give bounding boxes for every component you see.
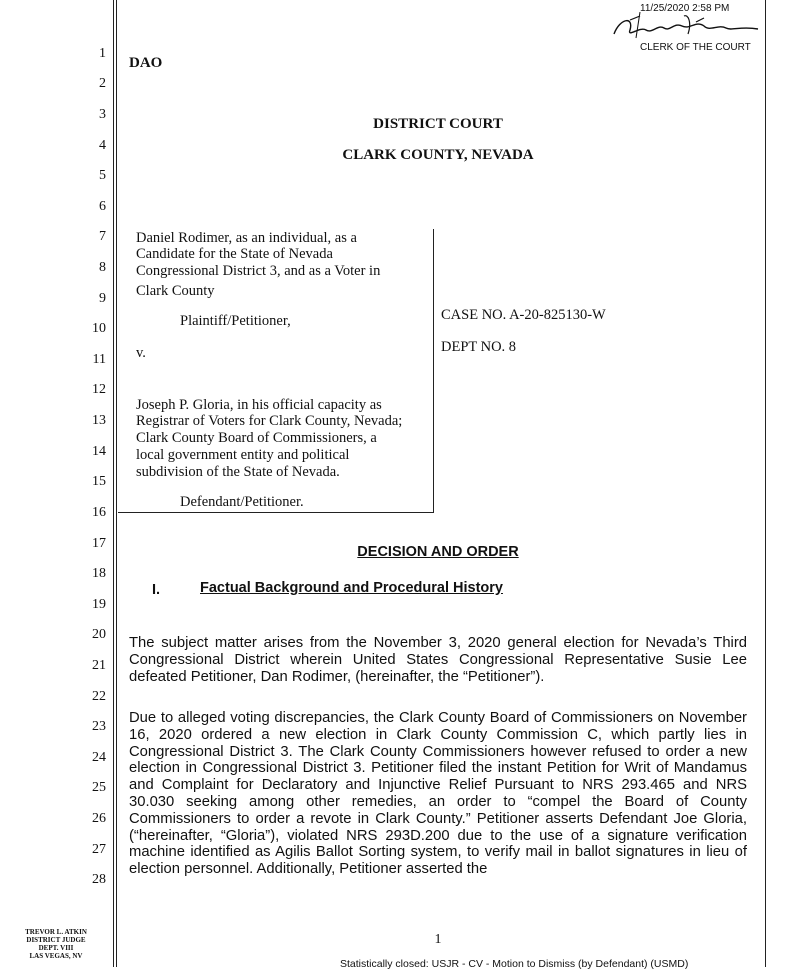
page-number: 1 (434, 932, 442, 947)
defendant-line: Registrar of Voters for Clark County, Nevada; (136, 413, 403, 429)
caption-box-bottom-border (118, 512, 434, 513)
line-number: 16 (92, 505, 106, 520)
defendant-line: local government entity and political (136, 447, 350, 463)
judge-title: DISTRICT JUDGE (26, 936, 86, 944)
judge-name: TREVOR L. ATKIN (25, 928, 87, 936)
document-title: DECISION AND ORDER (357, 544, 519, 560)
defendant-line: Joseph P. Gloria, in his official capacity as (136, 397, 382, 413)
right-margin-rule (765, 0, 766, 967)
plaintiff-line: Congressional District 3, and as a Voter in (136, 263, 381, 279)
line-number: 9 (99, 291, 106, 306)
line-number: 22 (92, 689, 106, 704)
line-number: 1 (99, 46, 106, 61)
line-number: 3 (99, 107, 106, 122)
plaintiff-line: Candidate for the State of Nevada (136, 246, 333, 262)
line-number: 11 (92, 352, 106, 367)
plaintiff-role: Plaintiff/Petitioner, (180, 313, 291, 329)
body-paragraph: The subject matter arises from the November 3, 2020 general election for Nevada’s Third Congressional District wherein United States Congressional Representative Susie Lee defeated Petitioner, Dan Rodimer, (hereinafter, the “Petitioner”). (129, 635, 747, 685)
clerk-stamp (600, 0, 760, 56)
plaintiff-line: Clark County (136, 283, 215, 299)
line-number: 23 (92, 719, 106, 734)
defendant-line: Clark County Board of Commissioners, a (136, 430, 377, 446)
line-number: 25 (92, 780, 106, 795)
line-number: 24 (92, 750, 106, 765)
line-number: 18 (92, 566, 106, 581)
line-number: 17 (92, 536, 106, 551)
line-number: 14 (92, 444, 106, 459)
court-name: DISTRICT COURT (373, 116, 503, 132)
line-number: 15 (92, 474, 106, 489)
judge-block (0, 928, 112, 960)
line-number: 4 (99, 138, 106, 153)
clerk-signature (600, 12, 760, 42)
footer-note: Statistically closed: USJR - CV - Motion to Dismiss (by Defendant) (USMD) (340, 958, 689, 970)
line-number: 8 (99, 260, 106, 275)
section-number: I. (152, 582, 161, 598)
judge-dept: DEPT. VIII (38, 944, 74, 952)
defendant-line: subdivision of the State of Nevada. (136, 464, 340, 480)
section-heading: Factual Background and Procedural History (200, 580, 503, 596)
line-number: 20 (92, 627, 106, 642)
line-number: 10 (92, 321, 106, 336)
case-number: CASE NO. A-20-825130-W (441, 307, 606, 323)
line-number: 26 (92, 811, 106, 826)
document-code: DAO (129, 55, 163, 71)
line-number: 27 (92, 842, 106, 857)
line-number: 5 (99, 168, 106, 183)
dept-number: DEPT NO. 8 (441, 339, 517, 355)
line-number: 13 (92, 413, 106, 428)
body-paragraph: Due to alleged voting discrepancies, the Clark County Board of Commissioners on November 16, 2020 ordered a new election in Clark County Commission C, which partly lies in Congressional District 3. The Clark County Commissioners however refused to order a new election in Congressional District 3. Petitioner filed the instant Petition for Writ of Mandamus and Complaint for Declaratory and Injunctive Relief Pursuant to NRS 293.465 and NRS 30.030 seeking among other remedies, an order to “compel the Board of County Commissioners to order a revote in Clark County.” Petitioner asserts Defendant Joe Gloria, (“hereinafter, “Gloria”), violated NRS 293D.200 due to the use of a signature verification machine identified as Agilis Ballot Sorting system, to verify mail in ballot signatures in lieu of election personnel. Additionally, Petitioner asserted the (129, 710, 747, 878)
defendant-role: Defendant/Petitioner. (180, 494, 304, 510)
stamp-datetime: 11/25/2020 2:58 PM (640, 3, 730, 14)
left-margin-rule-outer (113, 0, 114, 967)
line-number: 21 (92, 658, 106, 673)
versus-label: v. (136, 345, 146, 361)
judge-location: LAS VEGAS, NV (29, 952, 83, 960)
line-number: 2 (99, 76, 106, 91)
line-number: 12 (92, 382, 106, 397)
line-number: 6 (99, 199, 106, 214)
clerk-of-court-label: CLERK OF THE COURT (640, 42, 751, 53)
line-number: 7 (99, 229, 106, 244)
county-name: CLARK COUNTY, NEVADA (342, 147, 534, 163)
plaintiff-line: Daniel Rodimer, as an individual, as a (136, 230, 357, 246)
line-number: 28 (92, 872, 106, 887)
line-number: 19 (92, 597, 106, 612)
left-margin-rule-inner (116, 0, 117, 967)
